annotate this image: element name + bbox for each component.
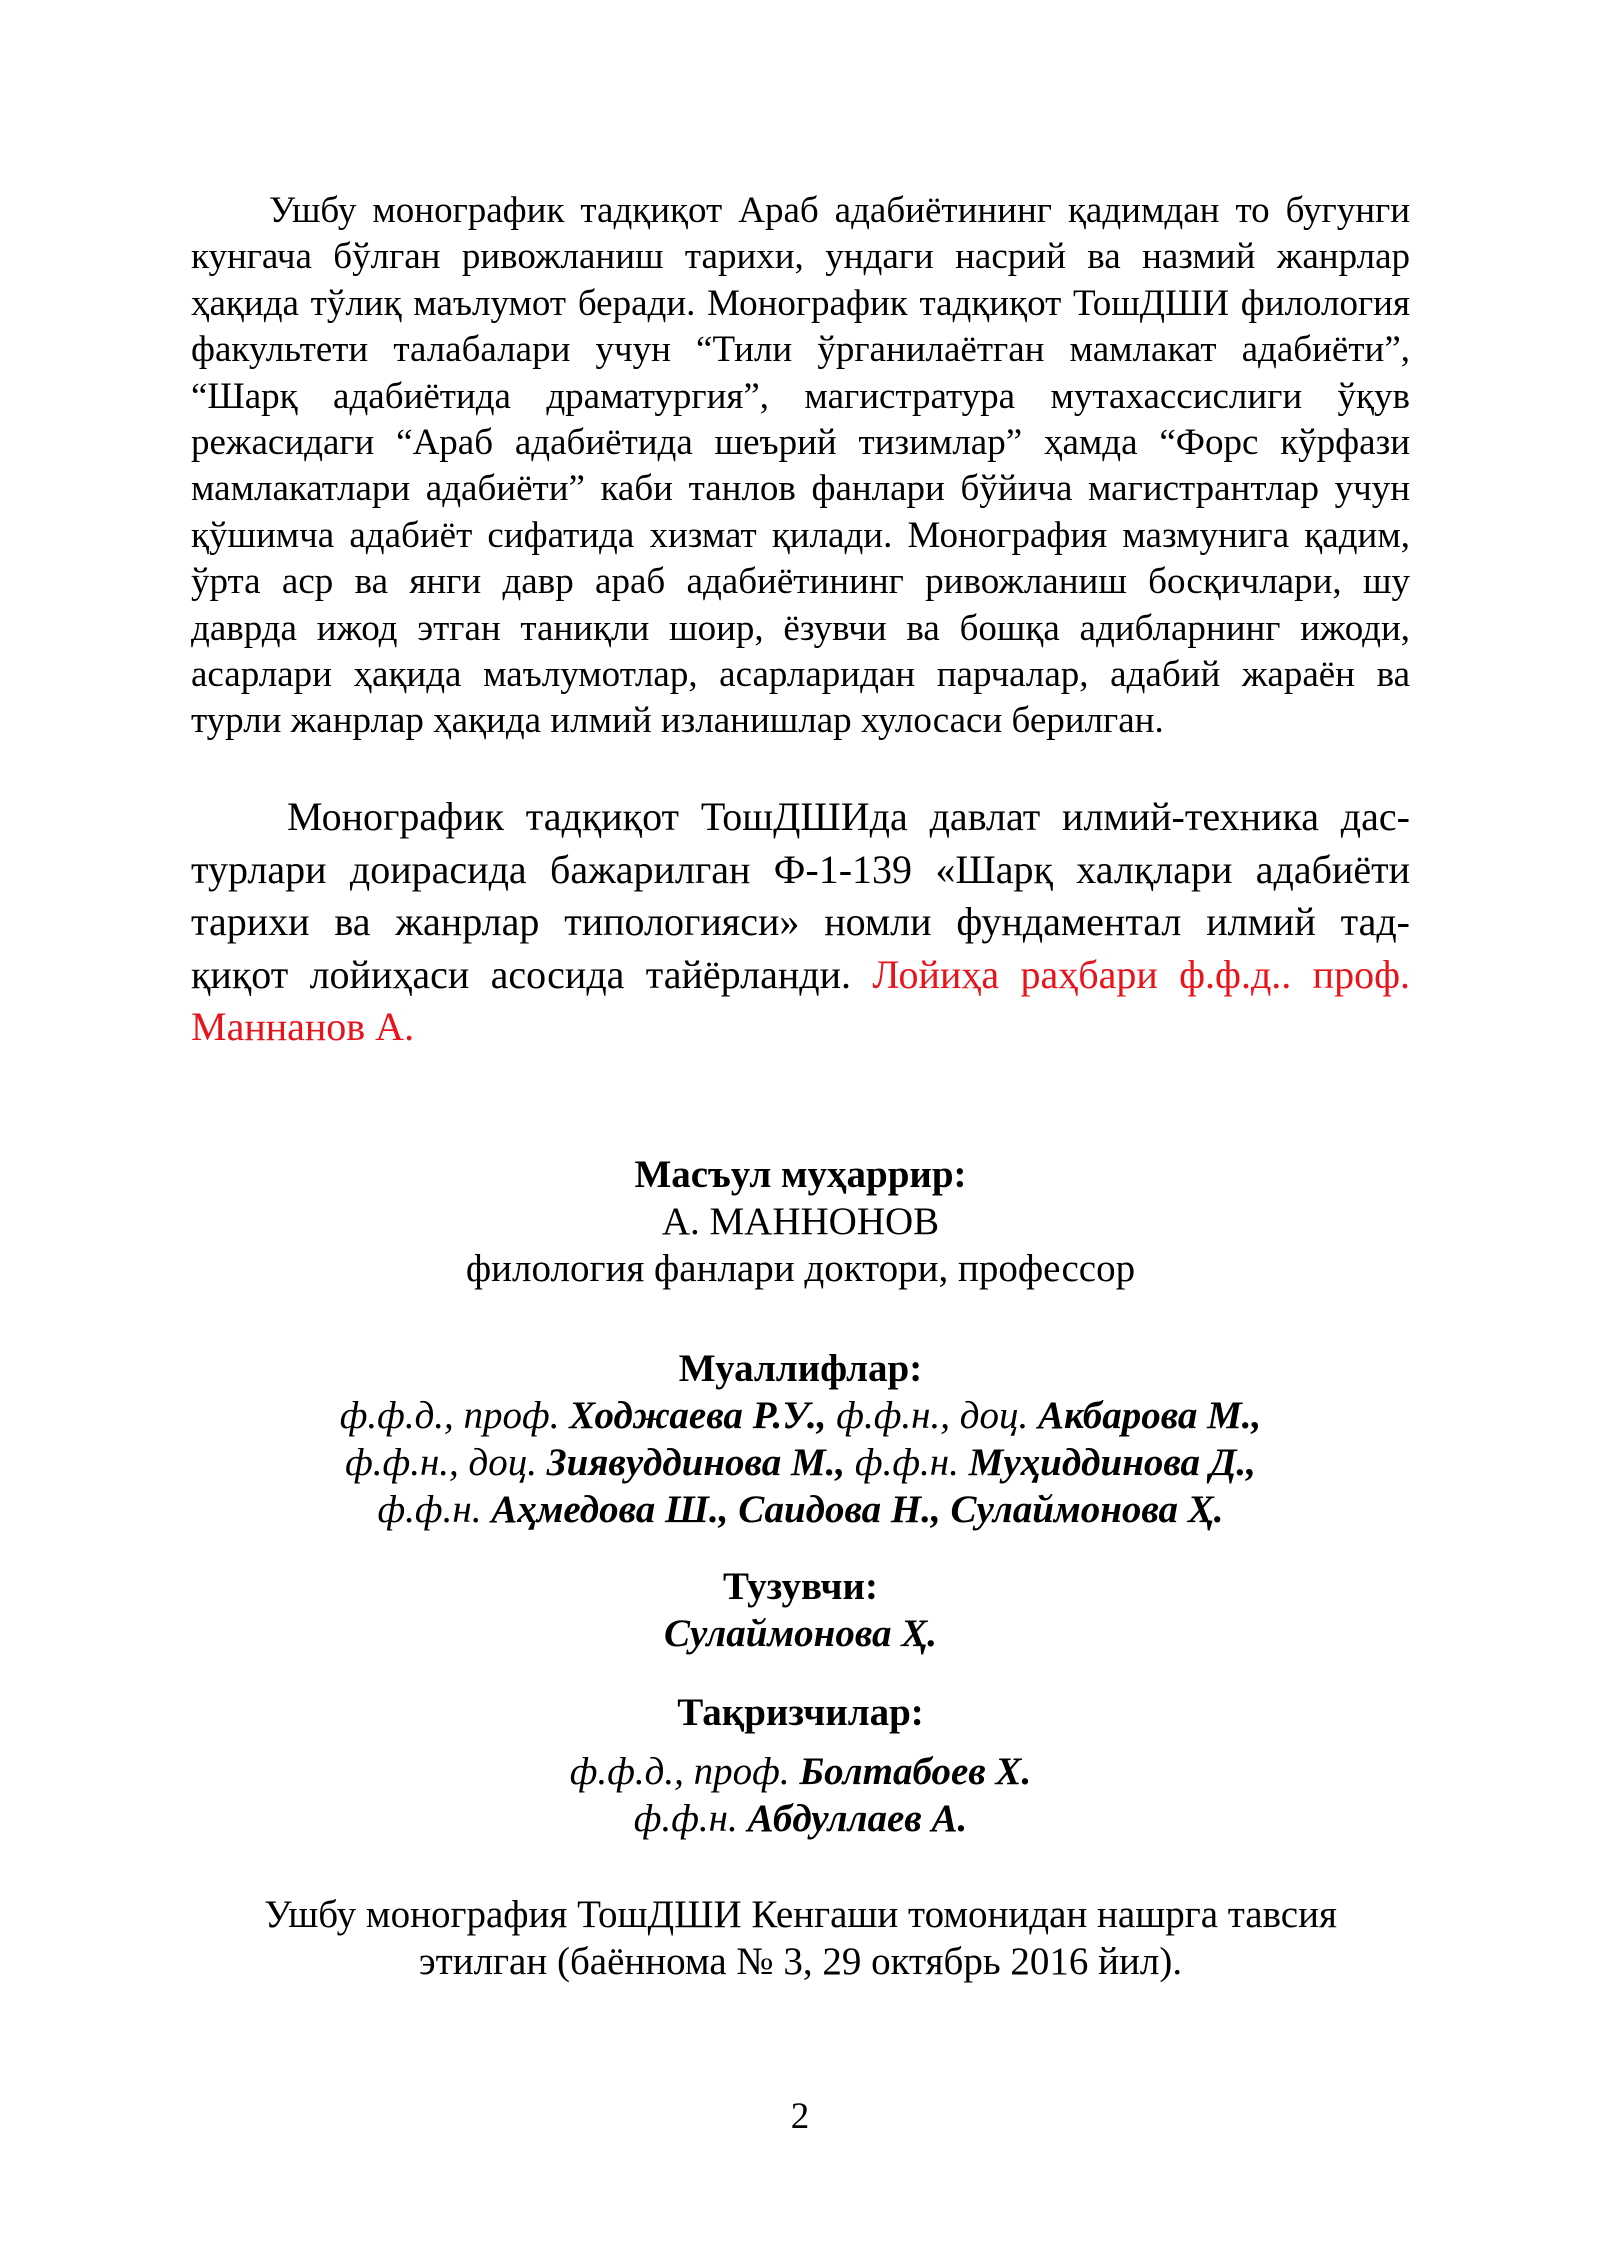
project-paragraph <box>191 791 1410 1054</box>
compiler-heading: Тузувчи: <box>723 1565 878 1608</box>
reviewer-name: Абдуллаев А. <box>747 1797 968 1840</box>
project-leader-note: Лойиҳа раҳбари ф.ф.д.. проф. Маннанов А. <box>191 951 1410 1050</box>
reviewers-heading: Тақризчилар: <box>677 1691 924 1734</box>
compiler-section <box>191 1563 1410 1657</box>
author-line <box>191 1439 1410 1486</box>
author-name: Акбарова М., <box>1037 1394 1262 1437</box>
author-credentials: ф.ф.н. <box>377 1488 492 1531</box>
reviewer-credentials: ф.ф.н. <box>633 1797 748 1840</box>
editor-title: филология фанлари доктори, профессор <box>465 1247 1136 1290</box>
reviewers-heading-wrap <box>191 1689 1410 1736</box>
author-name: Аҳмедова Ш., Саидова Н., Сулаймонова Ҳ. <box>491 1488 1224 1531</box>
author-credentials: ф.ф.н., доц. <box>826 1394 1038 1437</box>
responsible-editor-section <box>191 1151 1410 1292</box>
author-credentials: ф.ф.н., доц. <box>345 1441 547 1484</box>
author-name: Ходжаева Р.У., <box>569 1394 827 1437</box>
reviewers-section <box>191 1748 1410 1842</box>
authors-list <box>191 1392 1410 1533</box>
author-line <box>191 1486 1410 1533</box>
authors-heading: Муаллифлар: <box>678 1347 923 1390</box>
author-name: Муҳиддинова Д., <box>968 1441 1256 1484</box>
author-credentials: ф.ф.н. <box>845 1441 969 1484</box>
authors-section <box>191 1345 1410 1533</box>
approval-line: этилган (баённома № 3, 29 октябрь 2016 йил). <box>418 1940 1183 1983</box>
editor-name: А. МАННОНОВ <box>661 1200 940 1243</box>
project-paragraph-text: Монографик тадқиқот ТошДШИда давлат илмий-техника дас- турлари доирасида бажарилган Ф-1-139 «Шарқ халқлари адабиёти тарихи ва жанрлар типологияси» номли фундаментал илмий тад- қиқот лойиҳаси асосида тайёрланди. <box>191 794 1410 997</box>
intro-paragraph: Ушбу монографик тадқиқот Араб адабиётининг қадимдан то бугунги кунгача бўлган ривожланиш тарихи, ундаги насрий ва назмий жанрлар ҳақида тўлиқ маълумот беради. Монографик тадқиқот ТошДШИ филология факультети талабалари учун “Тили ўрганилаётган мамлакат адабиёти”, “Шарқ адабиётида драматургия”, магистратура мутахассислиги ўқув режасидаги “Араб адабиётида шеърий тизимлар” ҳамда “Форс кўрфази мамлакатлари адабиёти” каби танлов фанлари бўйича магистрантлар учун қўшимча адабиёт сифатида хизмат қилади. Монография мазмунига қадим, ўрта аср ва янги давр араб адабиётининг ривожланиш босқичлари, шу даврда ижод этган таниқли шоир, ёзувчи ва бошқа адибларнинг ижоди, асарлари ҳақида маълумотлар, асарларидан парчалар, адабий жараён ва турли жанрлар ҳақида илмий изланишлар хулосаси берилган. <box>191 190 1410 742</box>
author-credentials: ф.ф.д., проф. <box>339 1394 570 1437</box>
reviewer-name: Болтабоев Х. <box>799 1750 1032 1793</box>
reviewer-line <box>191 1748 1410 1795</box>
author-name: Зиявуддинова М., <box>546 1441 846 1484</box>
page-number: 2 <box>790 2096 810 2137</box>
reviewer-line <box>191 1795 1410 1842</box>
approval-line: Ушбу монография ТошДШИ Кенгаши томонидан нашрга тавсия <box>264 1893 1337 1936</box>
editor-heading: Масъул муҳаррир: <box>634 1153 967 1196</box>
author-line <box>191 1392 1410 1439</box>
approval-note <box>191 1891 1410 1985</box>
reviewer-credentials: ф.ф.д., проф. <box>569 1750 800 1793</box>
compiler-name: Сулаймонова Ҳ. <box>663 1612 938 1655</box>
